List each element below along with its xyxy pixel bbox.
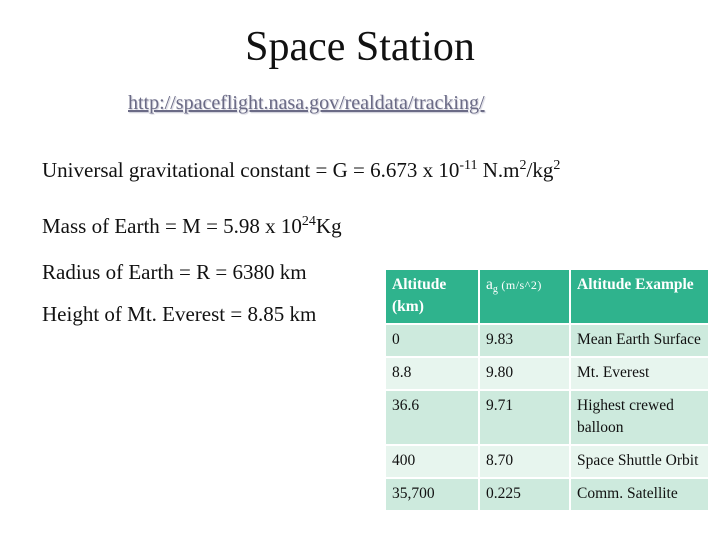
cell-example: Mean Earth Surface <box>570 324 709 357</box>
table-row <box>385 357 709 390</box>
header-ag-symbol: a <box>486 276 493 293</box>
altitude-gravity-table <box>384 268 710 512</box>
earth-mass-exponent: 24 <box>301 214 316 229</box>
header-altitude-example: Altitude Example <box>570 269 709 324</box>
earth-radius-text: Radius of Earth = R = 6380 km <box>42 260 307 284</box>
cell-gravity: 8.70 <box>479 445 570 478</box>
header-gravity-acceleration <box>479 269 570 324</box>
header-ag-unit: (m/s^2) <box>497 278 542 292</box>
header-ag-subscript: g <box>492 284 498 295</box>
cell-example: Space Shuttle Orbit <box>570 445 709 478</box>
g-constant-unit-exponent-1: 2 <box>519 158 527 173</box>
cell-altitude: 36.6 <box>385 390 479 445</box>
cell-gravity: 0.225 <box>479 478 570 511</box>
table-header-row <box>385 269 709 324</box>
slide-title: Space Station <box>245 24 475 70</box>
cell-gravity: 9.71 <box>479 390 570 445</box>
cell-altitude: 8.8 <box>385 357 479 390</box>
g-constant-unit-exponent-2: 2 <box>553 158 561 173</box>
table-row <box>385 478 709 511</box>
table-row <box>385 390 709 445</box>
g-constant-unit: N.m <box>477 158 520 182</box>
earth-mass-prefix: Mass of Earth = M = 5.98 x 10 <box>42 214 302 238</box>
cell-example: Mt. Everest <box>570 357 709 390</box>
gravitational-constant-text <box>42 156 560 184</box>
cell-example: Highest crewed balloon <box>570 390 709 445</box>
g-constant-exponent: -11 <box>459 158 478 173</box>
cell-altitude: 35,700 <box>385 478 479 511</box>
tracking-link[interactable]: http://spaceflight.nasa.gov/realdata/tracking/ <box>128 92 485 114</box>
everest-height-text: Height of Mt. Everest = 8.85 km <box>42 302 317 326</box>
earth-mass-unit: Kg <box>315 214 342 238</box>
g-constant-unit-mid: /kg <box>526 158 554 182</box>
earth-mass-text <box>42 212 342 240</box>
table-row <box>385 445 709 478</box>
cell-example: Comm. Satellite <box>570 478 709 511</box>
table-row <box>385 324 709 357</box>
cell-gravity: 9.80 <box>479 357 570 390</box>
cell-gravity: 9.83 <box>479 324 570 357</box>
cell-altitude: 0 <box>385 324 479 357</box>
cell-altitude: 400 <box>385 445 479 478</box>
g-constant-prefix: Universal gravitational constant = G = 6.673 x 10 <box>42 158 460 182</box>
header-altitude: Altitude (km) <box>385 269 479 324</box>
